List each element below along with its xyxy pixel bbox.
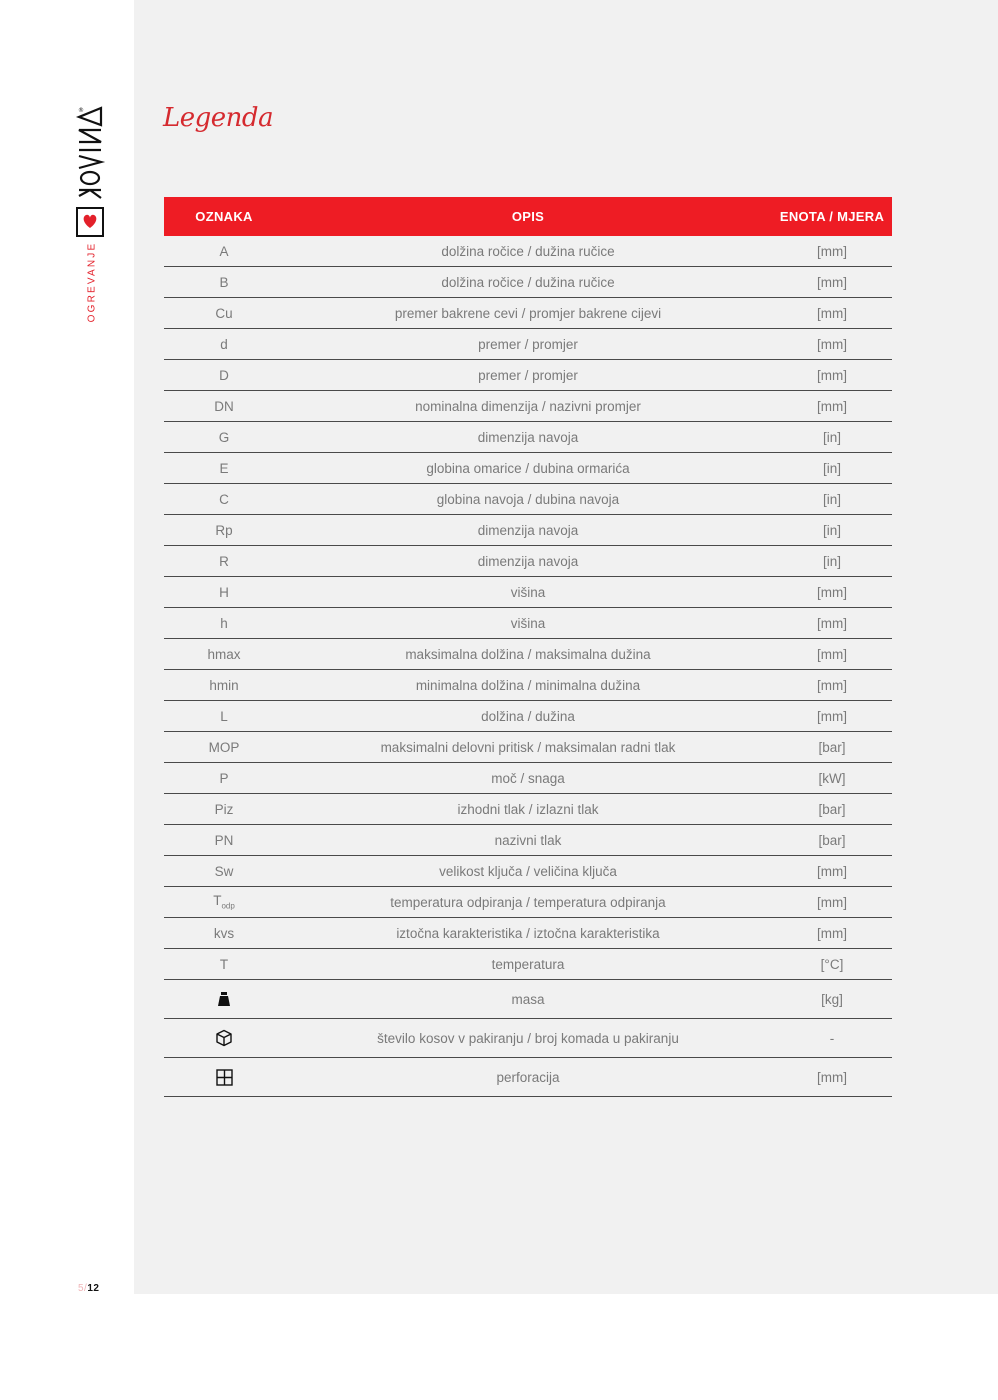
table-row xyxy=(164,670,892,701)
row-description: globina navoja / dubina navoja xyxy=(436,491,620,507)
row-unit: [bar] xyxy=(818,801,846,817)
table-row xyxy=(164,856,892,887)
row-code xyxy=(164,771,284,786)
row-description: izhodni tlak / izlazni tlak xyxy=(457,801,599,817)
row-code-text: C xyxy=(219,491,229,507)
row-description: dimenzija navoja xyxy=(477,553,579,569)
table-row xyxy=(164,980,892,1019)
row-unit: [kg] xyxy=(821,991,843,1007)
box-icon xyxy=(215,1029,233,1047)
weight-icon-cell xyxy=(164,991,284,1007)
table-row xyxy=(164,484,892,515)
row-code-text: L xyxy=(220,708,228,724)
row-code-text: PN xyxy=(214,832,234,848)
row-code xyxy=(164,709,284,724)
table-row xyxy=(164,1058,892,1097)
row-code-text: T xyxy=(219,956,229,972)
svg-text:®: ® xyxy=(78,107,84,114)
row-unit: [mm] xyxy=(817,243,847,259)
row-unit: [mm] xyxy=(817,336,847,352)
weight-icon xyxy=(217,991,231,1007)
row-description: velikost ključa / veličina ključa xyxy=(439,863,617,879)
row-description: moč / snaga xyxy=(491,770,565,786)
row-unit: [mm] xyxy=(817,863,847,879)
box-icon-cell xyxy=(164,1029,284,1047)
row-description: masa xyxy=(511,991,545,1007)
table-row xyxy=(164,453,892,484)
row-description: dimenzija navoja xyxy=(477,429,579,445)
table-row xyxy=(164,608,892,639)
row-code-text: R xyxy=(219,553,229,569)
row-code xyxy=(164,430,284,445)
row-code xyxy=(164,492,284,507)
row-code-text: MOP xyxy=(208,739,240,755)
row-unit: [mm] xyxy=(817,708,847,724)
row-code-text: G xyxy=(218,429,230,445)
row-code-text: kvs xyxy=(213,925,235,941)
page-prefix: 5/ xyxy=(78,1283,88,1294)
row-description: maksimalni delovni pritisk / maksimalan radni tlak xyxy=(380,739,676,755)
row-code xyxy=(164,616,284,631)
table-row xyxy=(164,298,892,329)
row-code xyxy=(164,926,284,941)
row-description: višina xyxy=(510,584,546,600)
row-code-text: Cu xyxy=(215,305,233,321)
row-code xyxy=(164,337,284,352)
brand-logo xyxy=(74,104,108,238)
row-unit: [mm] xyxy=(817,305,847,321)
row-code-text: Rp xyxy=(215,522,233,538)
row-description: nazivni tlak xyxy=(494,832,562,848)
row-code-text: d xyxy=(220,336,228,352)
row-code xyxy=(164,802,284,817)
row-code-text: T xyxy=(213,893,222,909)
row-unit: [in] xyxy=(822,491,841,507)
row-code-text: D xyxy=(219,367,229,383)
table-row xyxy=(164,1019,892,1058)
row-code xyxy=(164,647,284,662)
row-code-text: DN xyxy=(214,398,234,414)
table-row xyxy=(164,329,892,360)
row-unit: [in] xyxy=(822,429,841,445)
row-description: premer bakrene cevi / promjer bakrene cijevi xyxy=(394,305,662,321)
row-unit: [bar] xyxy=(818,832,846,848)
row-description: premer / promjer xyxy=(478,336,578,352)
row-code-text: Sw xyxy=(214,863,234,879)
row-code xyxy=(164,585,284,600)
table-header xyxy=(164,197,892,236)
table-row xyxy=(164,949,892,980)
row-code-text: Piz xyxy=(214,801,234,817)
row-code xyxy=(164,368,284,383)
row-code xyxy=(164,678,284,693)
section-label: OGREVANJE xyxy=(86,241,98,323)
row-unit: [mm] xyxy=(817,584,847,600)
table-row xyxy=(164,360,892,391)
row-code xyxy=(164,957,284,972)
row-code xyxy=(164,554,284,569)
header-unit: ENOTA / MJERA xyxy=(779,209,885,224)
table-row xyxy=(164,763,892,794)
row-description: število kosov v pakiranju / broj komada u pakiranju xyxy=(377,1030,679,1046)
row-unit: [mm] xyxy=(817,274,847,290)
row-unit: [in] xyxy=(822,460,841,476)
table-row xyxy=(164,391,892,422)
row-unit: [mm] xyxy=(817,367,847,383)
row-description: temperatura odpiranja / temperatura odpiranja xyxy=(390,894,666,910)
row-unit: [in] xyxy=(822,522,841,538)
table-row xyxy=(164,639,892,670)
legend-table xyxy=(164,197,892,1097)
row-code xyxy=(164,244,284,259)
row-description: dolžina ročice / dužina ručice xyxy=(441,243,615,259)
row-code-text: hmax xyxy=(207,646,241,662)
table-row xyxy=(164,887,892,918)
row-code-text: hmin xyxy=(209,677,239,693)
row-description: dimenzija navoja xyxy=(477,522,579,538)
row-code-text: B xyxy=(219,274,229,290)
table-row xyxy=(164,267,892,298)
table-row xyxy=(164,422,892,453)
row-code-subscript: odp xyxy=(221,901,235,911)
page-number xyxy=(78,1283,99,1294)
row-code-text: h xyxy=(220,615,228,631)
page-title: Legenda xyxy=(163,103,274,133)
row-unit: [mm] xyxy=(817,925,847,941)
row-code xyxy=(164,864,284,879)
perforation-icon-cell xyxy=(164,1069,284,1086)
row-description: nominalna dimenzija / nazivni promjer xyxy=(415,398,641,414)
table-row xyxy=(164,577,892,608)
row-unit: [mm] xyxy=(817,615,847,631)
row-description: minimalna dolžina / minimalna dužina xyxy=(415,677,641,693)
row-code xyxy=(164,399,284,414)
table-row xyxy=(164,918,892,949)
table-row xyxy=(164,515,892,546)
header-code: OZNAKA xyxy=(195,209,253,224)
row-unit: [in] xyxy=(822,553,841,569)
sidebar xyxy=(0,0,134,1400)
table-row xyxy=(164,732,892,763)
row-description: iztočna karakteristika / iztočna karakteristika xyxy=(396,925,660,941)
row-code xyxy=(164,306,284,321)
row-code-text: A xyxy=(219,243,229,259)
row-code xyxy=(164,275,284,290)
row-code xyxy=(164,461,284,476)
row-unit: [mm] xyxy=(817,398,847,414)
table-row xyxy=(164,546,892,577)
table-body xyxy=(164,236,892,980)
row-description: premer / promjer xyxy=(478,367,578,383)
row-unit: [mm] xyxy=(817,894,847,910)
row-unit: [mm] xyxy=(817,646,847,662)
row-unit: [mm] xyxy=(817,677,847,693)
row-unit: [kW] xyxy=(818,770,846,786)
table-row xyxy=(164,825,892,856)
row-unit: [°C] xyxy=(820,956,844,972)
perforation-grid-icon xyxy=(216,1069,233,1086)
row-unit: [bar] xyxy=(818,739,846,755)
row-code xyxy=(164,740,284,755)
row-description: maksimalna dolžina / maksimalna dužina xyxy=(405,646,651,662)
row-description: perforacija xyxy=(496,1069,560,1085)
row-description: dolžina ročice / dužina ručice xyxy=(441,274,615,290)
row-description: višina xyxy=(510,615,546,631)
row-code xyxy=(164,833,284,848)
row-code xyxy=(164,893,284,911)
row-code-text: E xyxy=(219,460,229,476)
table-row xyxy=(164,794,892,825)
table-row xyxy=(164,236,892,267)
page-number-value: 12 xyxy=(87,1283,100,1294)
row-description: dolžina / dužina xyxy=(481,708,575,724)
table-row xyxy=(164,701,892,732)
header-description: OPIS xyxy=(511,209,545,224)
row-unit: - xyxy=(829,1030,835,1046)
row-description: globina omarice / dubina ormarića xyxy=(426,460,630,476)
icon-rows xyxy=(164,980,892,1097)
row-unit: [mm] xyxy=(817,1069,847,1085)
row-code xyxy=(164,523,284,538)
row-description: temperatura xyxy=(491,956,565,972)
row-code-text: P xyxy=(219,770,229,786)
row-code-text: H xyxy=(219,584,229,600)
